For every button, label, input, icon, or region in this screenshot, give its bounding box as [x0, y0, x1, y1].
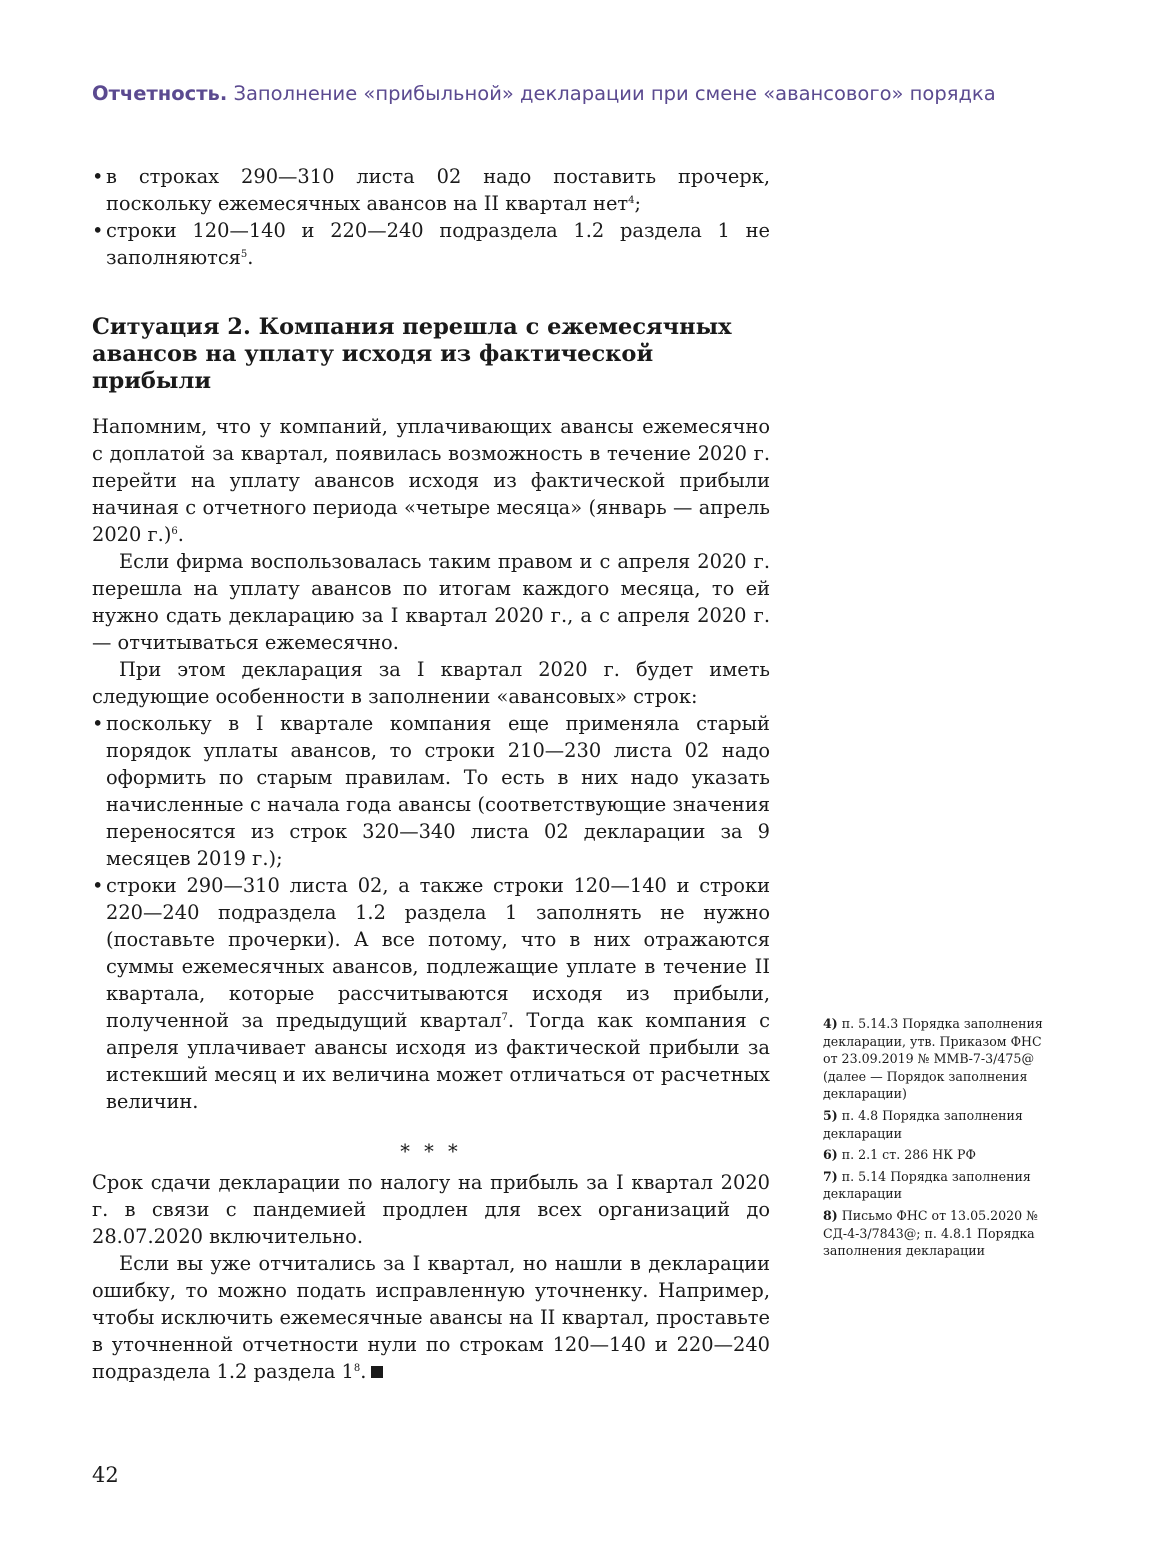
section-separator: * * * — [400, 1140, 462, 1163]
footnote: 6) п. 2.1 ст. 286 НК РФ — [823, 1147, 976, 1163]
list-item: • строки 290—310 листа 02, а также строки 120—140 и строки 220—240 подраздела 1.2 раздела 1 заполнять не нужно (поставьте прочерки). А все потому, что в них отражаются суммы ежемесячных авансов, подлежащие уплате в течение II квартала, которые рассчитываются исходя из прибыли, полученной за предыдущий квартал$^7$. Тогда как компания с апреля уплачивает авансы исходя из фактической прибыли за истекший месяц и их величина может отличаться от расчетных величин. — [92, 872, 770, 1115]
bullet-list-features — [92, 710, 770, 1115]
footnote: 8) Письмо ФНС от 13.05.2020 № СД-4-3/7843@; п. 4.8.1 Порядка заполнения декларации — [823, 1207, 1039, 1259]
header-section: Отчетность. — [92, 82, 228, 105]
running-header — [92, 82, 996, 105]
paragraph: Напомним, что у компаний, уплачивающих авансы ежемесячно с доплатой за квартал, появилась возможность в течение 2020 г. перейти на уплату авансов исходя из фактической прибыли начиная с отчетного периода «четыре месяца» (январь — апрель 2020 г.)$^6$. — [92, 415, 770, 546]
footnote: 5) п. 4.8 Порядка заполнения декларации — [823, 1107, 1023, 1141]
paragraph: Если фирма воспользовалась таким правом и с апреля 2020 г. перешла на уплату авансов по итогам каждого месяца, то ей нужно сдать декларацию за I квартал 2020 г., а с апреля 2020 г. — отчитываться ежемесячно. — [92, 550, 770, 654]
footnote-ref[interactable]: 6 — [171, 526, 178, 537]
list-item: • поскольку в I квартале компания еще применяла старый порядок уплаты авансов, то строки 210—230 листа 02 надо оформить по старым правилам. То есть в них надо указать начисленные с начала года авансы (соответствующие значения переносятся из строк 320—340 листа 02 декларации за 9 месяцев 2019 г.); — [92, 710, 770, 872]
main-text — [92, 163, 770, 1385]
end-of-article-mark — [371, 1366, 383, 1378]
footnote-ref[interactable]: 4 — [628, 195, 635, 206]
footnote-ref[interactable]: 5 — [240, 249, 248, 260]
paragraph: Если вы уже отчитались за I квартал, но нашли в декларации ошибку, то можно подать исправленную уточненку. Например, чтобы исключить ежемесячные авансы на II квартал, проставьте в уточненной отчетности нули по строкам 120—140 и 220—240 подраздела 1.2 раздела $1^8$. — [92, 1252, 770, 1383]
bullet-list-top — [92, 163, 770, 271]
footnotes — [823, 1015, 1048, 1264]
section-heading: Ситуация 2. Компания перешла с ежемесячных авансов на уплату исходя из фактической прибыли — [92, 314, 732, 394]
list-item: • в строках 290—310 листа 02 надо поставить прочерк, поскольку ежемесячных авансов на II квартал нет$^4$; — [92, 163, 770, 217]
footnote-ref[interactable]: 7 — [501, 1012, 508, 1023]
paragraph: При этом декларация за I квартал 2020 г. будет иметь следующие особенности в заполнении «авансовых» строк: — [92, 658, 770, 708]
list-item: • строки 120—140 и 220—240 подраздела 1.2 раздела 1 не заполняются$^5$. — [92, 217, 770, 271]
footnote-ref[interactable]: 8 — [353, 1363, 361, 1374]
page-number: 42 — [92, 1463, 119, 1487]
header-title: Заполнение «прибыльной» декларации при смене «авансового» порядка — [233, 82, 996, 105]
paragraph: Срок сдачи декларации по налогу на прибыль за I квартал 2020 г. в связи с пандемией продлен для всех организаций до 28.07.2020 включительно. — [92, 1171, 770, 1248]
footnote: 4) п. 5.14.3 Порядка заполнения декларации, утв. Приказом ФНС от 23.09.2019 № ММВ-7-3/475@ (далее — Порядок заполнения декларации) — [823, 1016, 1043, 1102]
footnote: 7) п. 5.14 Порядка заполнения декларации — [823, 1168, 1031, 1202]
